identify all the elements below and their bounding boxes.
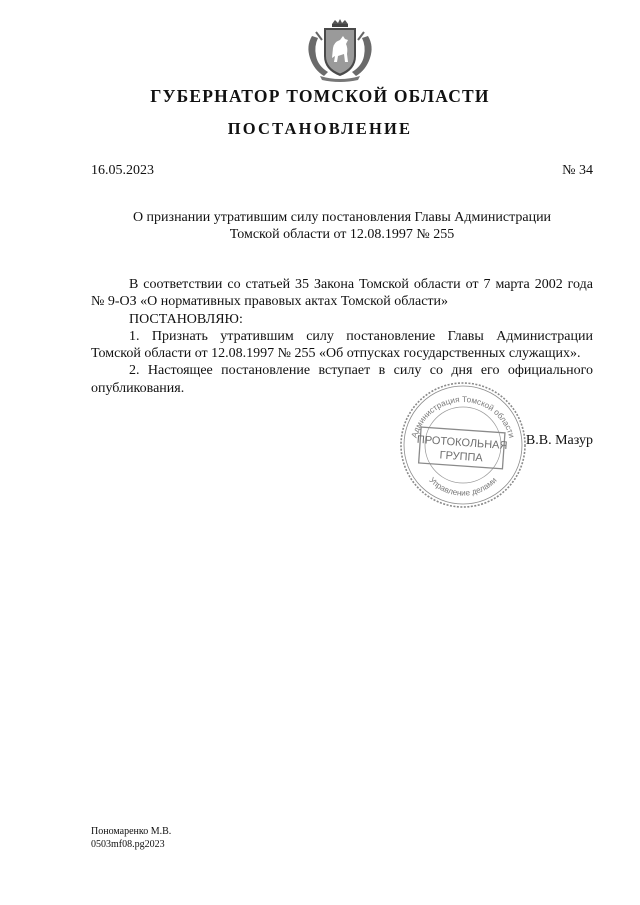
- document-number: № 34: [562, 163, 593, 178]
- footer-file-code: 0503mf08.pg2023: [91, 839, 165, 850]
- subject-line-2: Томской области от 12.08.1997 № 255: [229, 227, 455, 242]
- document-body: [91, 276, 593, 397]
- stamp-ring-top-text: Администрация Томской области: [409, 394, 517, 439]
- preamble-line-1: В соответствии со статьей 35 Закона Томской области от 7 марта 2002 года: [129, 277, 593, 292]
- item-1-line-2: Томской области от 12.08.1997 № 255 «Об отпусках государственных служащих».: [91, 346, 581, 362]
- stamp-center-line-1: ПРОТОКОЛЬНАЯ: [416, 433, 508, 453]
- item-1-line-1: 1. Признать утратившим силу постановление Главы Администрации: [129, 328, 593, 344]
- item-2-line-2: опубликования.: [91, 380, 185, 396]
- preamble-line-2: № 9-ОЗ «О нормативных правовых актах Томской области»: [91, 294, 449, 310]
- footer-executor: Пономаренко М.В.: [91, 826, 172, 837]
- stamp-center-line-2: ГРУППА: [439, 449, 484, 465]
- document-subject: [91, 209, 593, 243]
- footer: [91, 825, 171, 851]
- item-2-line-1: 2. Настоящее постановление вступает в силу со дня его официального: [129, 363, 593, 379]
- document-date: 16.05.2023: [91, 163, 154, 178]
- issuer-title: ГУБЕРНАТОР ТОМСКОЙ ОБЛАСТИ: [150, 86, 490, 106]
- signer-name: В.В. Мазур: [525, 433, 593, 448]
- stamp-ring-bottom-text: Управление делами: [427, 475, 499, 498]
- official-stamp: [398, 380, 528, 510]
- decree-word: ПОСТАНОВЛЯЮ:: [129, 311, 243, 327]
- subject-line-1: О признании утратившим силу постановления Главы Администрации: [132, 210, 552, 225]
- document-type: ПОСТАНОВЛЕНИЕ: [227, 119, 413, 138]
- coat-of-arms-emblem: [302, 18, 378, 82]
